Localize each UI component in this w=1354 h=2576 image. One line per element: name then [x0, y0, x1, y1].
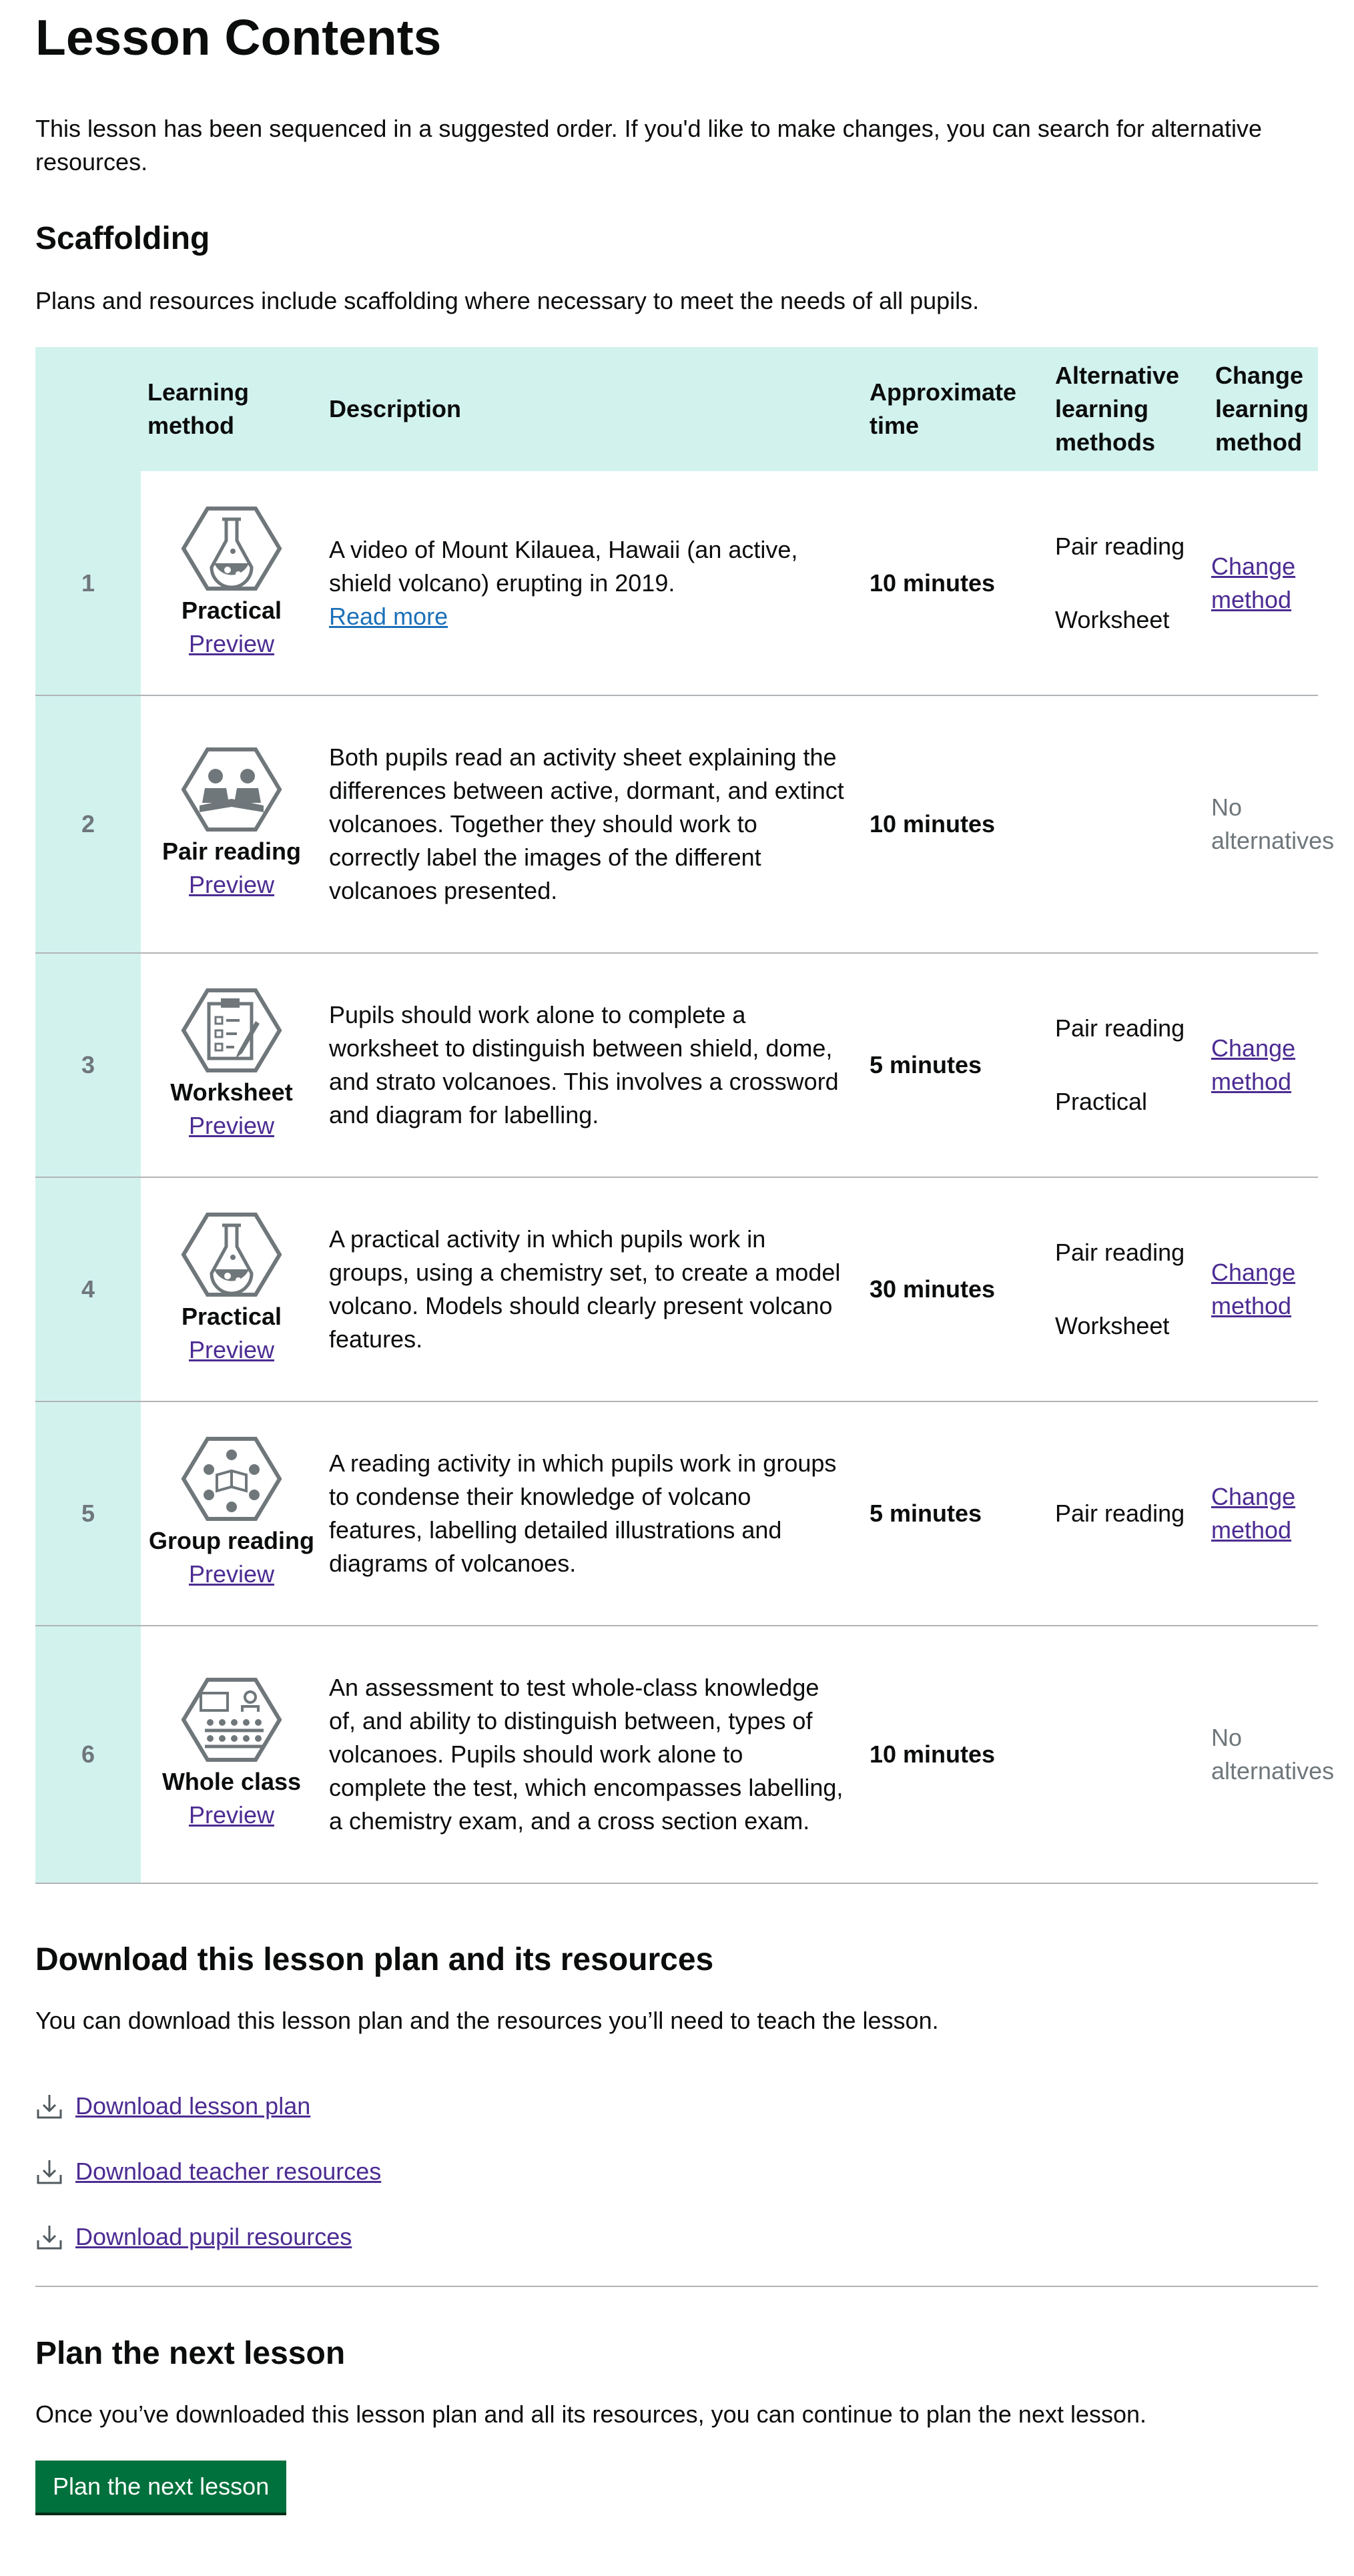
scaffolding-text: Plans and resources include scaffolding where necessary to meet the needs of all pupils. — [35, 287, 980, 314]
description-cell — [322, 1401, 863, 1626]
scaffolding-heading: Scaffolding — [35, 221, 210, 256]
learning-method-label: Group reading — [148, 1527, 314, 1554]
lesson-row — [35, 953, 1318, 1177]
preview-link[interactable]: Preview — [188, 1336, 275, 1363]
learning-method-label: Worksheet — [170, 1078, 293, 1106]
learning-method-cell — [141, 1401, 322, 1626]
lesson-table — [35, 347, 1335, 1884]
description-text: A practical activity in which pupils work in groups, using a chemistry set, to create a model volcano. Models should clearly present volcano features. — [329, 1225, 841, 1353]
description-cell — [322, 953, 863, 1177]
alternative-method: Pair reading — [1055, 532, 1185, 560]
preview-link[interactable]: Preview — [188, 629, 275, 657]
alternative-methods-cell — [1048, 1401, 1209, 1626]
header-time: Approximate time — [863, 347, 1048, 471]
lesson-row — [35, 471, 1318, 695]
alternative-method: Pair reading — [1055, 1239, 1185, 1266]
download-list — [35, 2089, 1318, 2254]
download-icon — [35, 2092, 63, 2120]
approximate-time: 5 minutes — [863, 953, 1048, 1177]
approximate-time: 30 minutes — [863, 1177, 1048, 1401]
header-alternatives: Alternative learning methods — [1048, 347, 1209, 471]
description-text: Both pupils read an activity sheet explaining the differences between active, dormant, and extinct volcanoes. Together they should work to correctly label the images of the different volcanoes presented. — [329, 743, 844, 904]
alternative-method: Worksheet — [1055, 605, 1170, 633]
alternative-method: Pair reading — [1055, 1014, 1185, 1042]
learning-method-label: Pair reading — [161, 838, 302, 865]
group-reading-icon — [181, 1436, 282, 1522]
change-method-link[interactable]: Change method — [1211, 552, 1296, 613]
change-method-cell — [1209, 695, 1335, 953]
change-method-link[interactable]: Change method — [1211, 1034, 1296, 1095]
change-method-cell — [1209, 471, 1318, 695]
description-cell — [322, 1177, 863, 1401]
flask-icon — [181, 1212, 282, 1297]
whole-class-icon — [181, 1677, 282, 1762]
lesson-row — [35, 1626, 1318, 1883]
change-method-cell — [1209, 1177, 1318, 1401]
approximate-time: 10 minutes — [863, 1626, 1048, 1883]
next-lesson-text: Once you’ve downloaded this lesson plan and all its resources, you can continue to plan the next lesson. — [35, 2400, 1147, 2428]
page-title: Lesson Contents — [35, 9, 442, 65]
page-intro: This lesson has been sequenced in a suggested order. If you'd like to make changes, you can search for alternative resources. — [35, 115, 1262, 176]
description-cell — [322, 1626, 863, 1883]
alternative-methods-cell — [1048, 1626, 1209, 1883]
alternative-methods-cell — [1048, 695, 1209, 953]
alternative-methods-cell — [1048, 953, 1209, 1177]
download-icon — [35, 2158, 63, 2186]
preview-link[interactable]: Preview — [188, 1112, 275, 1139]
preview-link[interactable]: Preview — [188, 1801, 275, 1829]
no-alternatives-text: No alternatives — [1211, 1724, 1335, 1785]
description-cell — [322, 471, 863, 695]
step-number: 1 — [35, 471, 141, 695]
alternative-methods-cell — [1048, 1177, 1209, 1401]
flask-icon — [181, 506, 282, 591]
header-number — [35, 347, 141, 471]
lesson-row — [35, 1177, 1318, 1401]
download-text: You can download this lesson plan and the resources you’ll need to teach the lesson. — [35, 2007, 939, 2034]
learning-method-cell — [141, 1177, 322, 1401]
change-method-link[interactable]: Change method — [1211, 1483, 1296, 1544]
description-text: Pupils should work alone to complete a worksheet to distinguish between shield, dome, and strato volcanoes. This involves a crossword and diagram for labelling. — [329, 1001, 839, 1129]
header-learning-method: Learning method — [141, 347, 322, 471]
step-number: 6 — [35, 1626, 141, 1883]
change-method-cell — [1209, 1626, 1335, 1883]
approximate-time: 5 minutes — [863, 1401, 1048, 1626]
download-teacher-resources-link[interactable]: Download teacher resources — [75, 2158, 382, 2185]
alternative-method: Worksheet — [1055, 1312, 1170, 1339]
next-lesson-heading: Plan the next lesson — [35, 2336, 346, 2371]
download-item — [35, 2089, 1318, 2123]
step-number: 3 — [35, 953, 141, 1177]
approximate-time: 10 minutes — [863, 695, 1048, 953]
learning-method-cell — [141, 695, 322, 953]
download-lesson-plan-link[interactable]: Download lesson plan — [75, 2092, 311, 2120]
step-number: 4 — [35, 1177, 141, 1401]
learning-method-label: Practical — [181, 1303, 282, 1330]
no-alternatives-text: No alternatives — [1211, 793, 1335, 854]
download-heading: Download this lesson plan and its resources — [35, 1942, 714, 1977]
lesson-row — [35, 695, 1318, 953]
plan-next-lesson-button[interactable]: Plan the next lesson — [35, 2461, 286, 2513]
step-number: 5 — [35, 1401, 141, 1626]
learning-method-cell — [141, 471, 322, 695]
learning-method-label: Whole class — [161, 1768, 302, 1795]
alternative-method: Pair reading — [1055, 1500, 1185, 1527]
alternative-method: Practical — [1055, 1088, 1148, 1115]
step-number: 2 — [35, 695, 141, 953]
description-text: A video of Mount Kilauea, Hawaii (an active, shield volcano) erupting in 2019. — [329, 535, 798, 597]
learning-method-label: Practical — [181, 596, 282, 624]
lesson-row — [35, 1401, 1318, 1626]
description-cell — [322, 695, 863, 953]
lesson-rows — [35, 471, 1335, 1883]
description-text: A reading activity in which pupils work in groups to condense their knowledge of volcano features, labelling detailed illustrations and diagrams of volcanoes. — [329, 1450, 837, 1577]
alternative-methods-cell — [1048, 471, 1209, 695]
approximate-time: 10 minutes — [863, 471, 1048, 695]
download-item — [35, 2220, 1318, 2254]
pair-reading-icon — [181, 747, 282, 832]
read-more-link[interactable]: Read more — [329, 602, 448, 630]
download-item — [35, 2155, 1318, 2188]
header-change: Change learning method — [1209, 347, 1318, 471]
download-icon — [35, 2223, 63, 2251]
change-method-cell — [1209, 1401, 1318, 1626]
learning-method-cell — [141, 953, 322, 1177]
section-divider — [35, 2286, 1318, 2287]
learning-method-cell — [141, 1626, 322, 1883]
change-method-link[interactable]: Change method — [1211, 1259, 1296, 1319]
preview-link[interactable]: Preview — [188, 871, 275, 898]
download-pupil-resources-link[interactable]: Download pupil resources — [75, 2223, 352, 2250]
worksheet-icon — [181, 988, 282, 1073]
description-text: An assessment to test whole-class knowledge of, and ability to distinguish between, types of volcanoes. Pupils should work alone to complete the test, which encompasses labelling, a chemistry exam, and a cross section exam. — [329, 1674, 843, 1835]
header-description: Description — [322, 347, 863, 471]
table-header-row — [35, 347, 1318, 471]
change-method-cell — [1209, 953, 1318, 1177]
preview-link[interactable]: Preview — [188, 1560, 275, 1588]
